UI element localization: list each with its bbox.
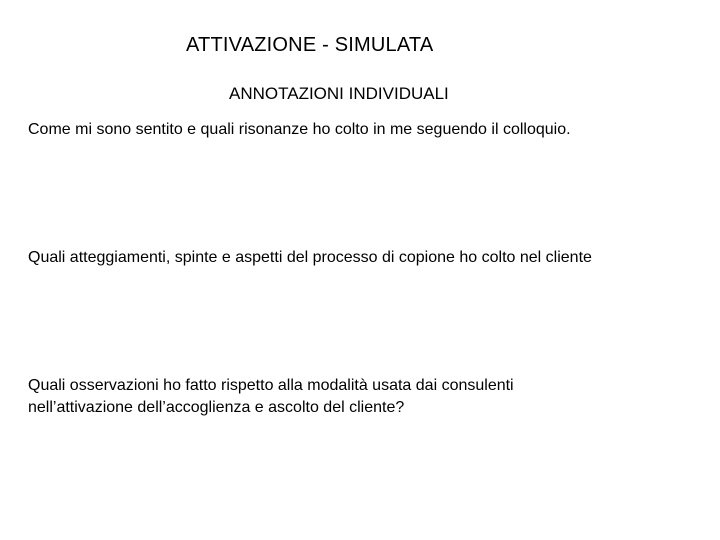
question-2-text: Quali atteggiamenti, spinte e aspetti del processo di copione ho colto nel cliente (28, 249, 592, 266)
slide-subtitle: ANNOTAZIONI INDIVIDUALI (229, 84, 449, 103)
slide-title: ATTIVAZIONE - SIMULATA (186, 34, 434, 56)
question-3-line-2: nell’attivazione dell’accoglienza e ascolto del cliente? (28, 399, 405, 416)
question-1-text: Come mi sono sentito e quali risonanze ho colto in me seguendo il colloquio. (28, 121, 571, 138)
question-3 (28, 375, 514, 419)
question-3-line-1: Quali osservazioni ho fatto rispetto alla modalità usata dai consulenti (28, 377, 514, 394)
question-1 (28, 119, 571, 141)
question-2 (28, 247, 592, 269)
